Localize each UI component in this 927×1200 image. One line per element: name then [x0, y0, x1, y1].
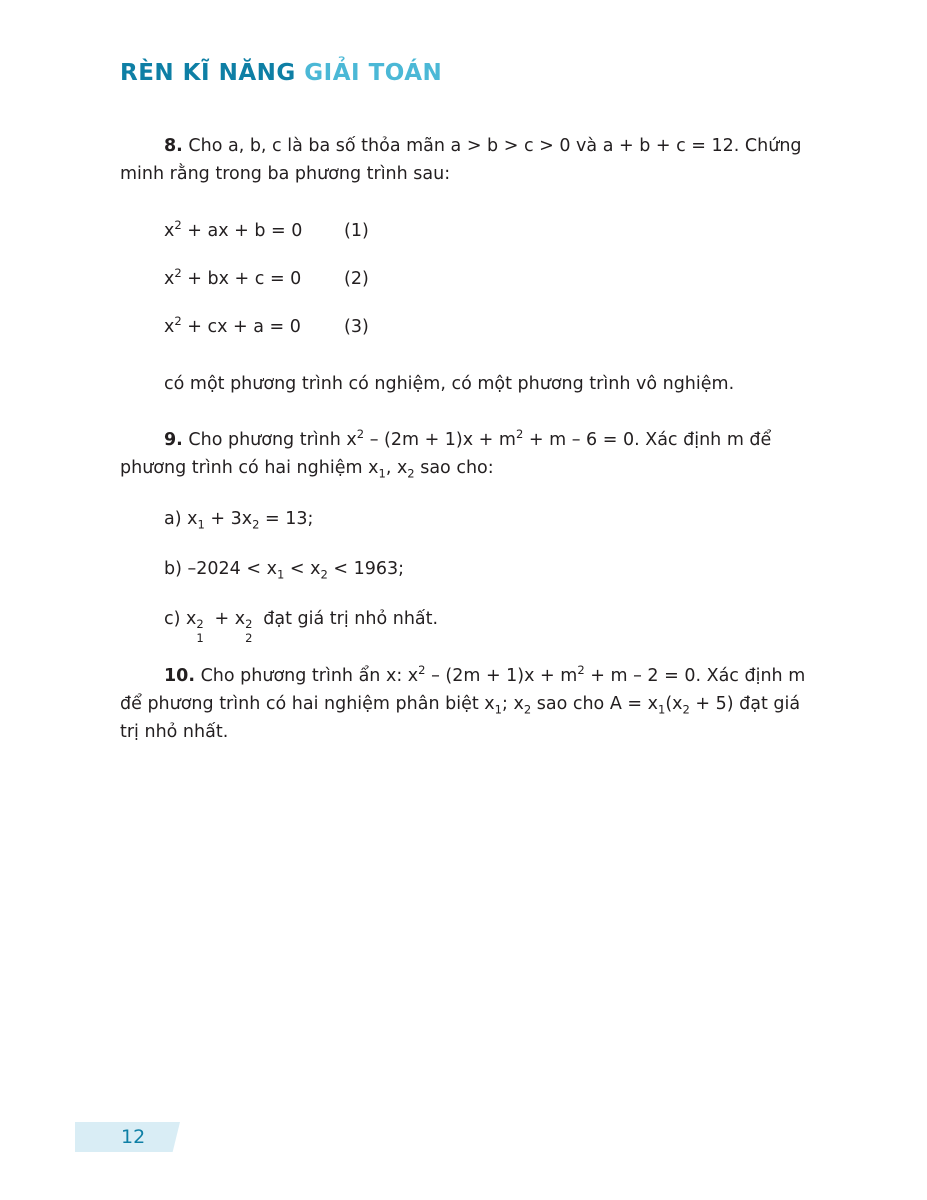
equation-2-expression: $x^2$ + bx + c = 0 — [164, 266, 302, 290]
exercise-9-intro: 9. Cho phương trình $x^2 - (2m + 1)x + m^2 + m - 6 = 0$. Xác định m để phương trình có hai nghiệm $x_1$, $x_2$ sao cho: — [120, 427, 772, 481]
header-title-light: GIẢI TOÁN — [304, 60, 443, 86]
page-header — [120, 60, 442, 86]
header-title-strong: RÈN KĨ NĂNG — [120, 60, 296, 86]
exercise-8-intro — [120, 132, 810, 189]
equation-row-3 — [164, 313, 810, 341]
equation-row-1 — [164, 217, 810, 245]
exercise-9-item-a: a) $x_1 + 3x_2 = 13$; — [164, 508, 314, 532]
equation-1-expression: $x^2$ + ax + b = 0 — [164, 217, 303, 241]
equation-3-label: (3) — [344, 317, 369, 338]
exercise-9-item-b: b) $-2024 < x_1 < x_2 < 1963$; — [164, 559, 405, 582]
exercise-8-closing: có một phương trình có nghiệm, có một phương trình vô nghiệm. — [164, 373, 735, 394]
equation-3-expression: $x^2$ + cx + a = 0 — [164, 314, 301, 338]
exercise-9-item-c: c) x 2 1 + x 2 2 đạt giá trị nhỏ nhất. — [164, 609, 439, 646]
equation-1-label: (1) — [344, 220, 369, 241]
equation-row-2 — [164, 265, 810, 293]
page-content — [120, 132, 810, 769]
exercise-10: 10. Cho phương trình ẩn x: $x^2 - (2m + 1)x + m^2 + m - 2 = 0$. Xác định m để phương trình có hai nghiệm phân biệt $x_1$; $x_2$ sao cho $A = x_1(x_2 + 5)$ đạt giá trị nhỏ nhất. — [120, 662, 806, 743]
exercise-8-number: 8. — [164, 136, 183, 156]
equation-2-label: (2) — [344, 269, 369, 290]
page-footer — [75, 1122, 180, 1152]
exercise-10-number: 10. — [164, 665, 196, 686]
page-number: 12 — [121, 1126, 146, 1148]
exercise-8-text: Cho a, b, c là ba số thỏa mãn a > b > c > 0 và a + b + c = 12. Chứng minh rằng trong ba phương trình sau: — [120, 136, 802, 185]
exercise-9-number: 9. — [164, 430, 183, 451]
